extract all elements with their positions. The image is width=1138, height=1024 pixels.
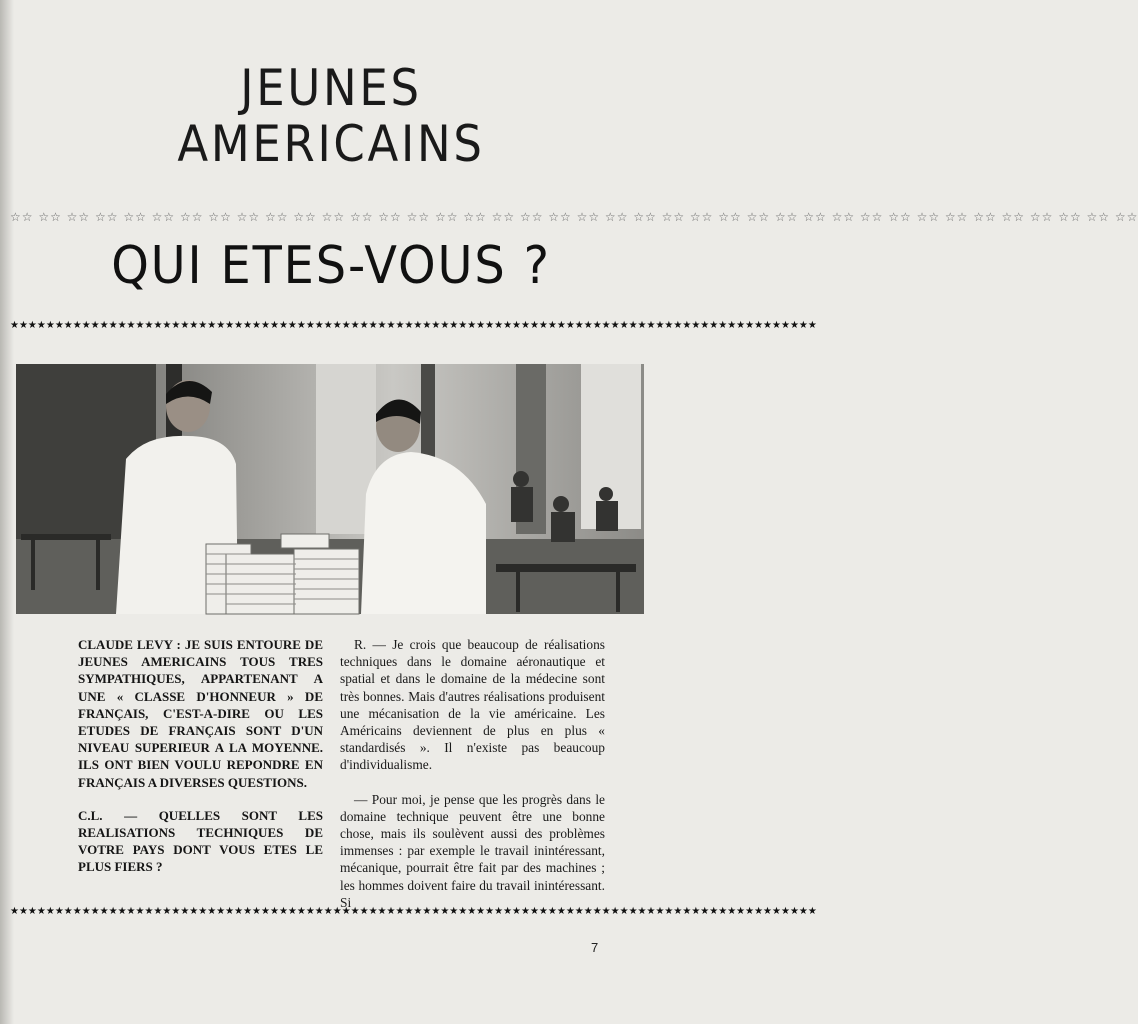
question-paragraph: C.L. — QUELLES SONT LES REALISATIONS TECHNIQUES DE VOTRE PAYS DONT VOUS ETES LE PLUS FIERS ? [78,807,323,875]
page-number: 7 [591,940,599,955]
page-title [0,60,662,172]
star-divider-top: ★★★★★★★★★★★★★★★★★★★★★★★★★★★★★★★★★★★★★★★★★★★★★★★★★★★★★★★★★★★★★★★★★★★★★★★★★★★★★★★★★★★★★★★★★★ [10,320,817,331]
answer-paragraph-1: R. — Je crois que beaucoup de réalisations techniques dans le domaine aéronautique et spatial et dans le domaine de la médecine sont très bonnes. Mais d'autres réalisations produisent une mécanisation de la vie américaine. Les Américains deviennent de plus en plus « standardisés ». Il n'existe pas beaucoup d'individualisme. [340,637,605,773]
title-line-2: AMERICAINS [177,115,485,173]
intro-paragraph: CLAUDE LEVY : JE SUIS ENTOURE DE JEUNES AMERICAINS TOUS TRES SYMPATHIQUES, APPARTENANT A UNE « CLASSE D'HONNEUR » DE FRANÇAIS, C'EST-A-DIRE OU LES ETUDES DE FRANÇAIS SONT D'UN NIVEAU SUPERIEUR A LA MOYENNE. ILS ONT BIEN VOULU REPONDRE EN FRANÇAIS A DIVERSES QUESTIONS. [78,637,323,790]
page-subtitle: QUI ETES-VOUS ? [111,236,551,296]
interview-answer-column [340,636,605,928]
answer-paragraph-2: — Pour moi, je pense que les progrès dans le domaine technique peuvent être une bonne chose, mais ils soulèvent aussi des problèmes immenses : par exemple le travail inintéressant, mécanique, pourrait être fait par des machines ; les hommes doivent faire du travail inintéressant. Si [340,791,605,910]
interview-intro-column [78,636,323,892]
star-divider-outline: ☆☆ ☆☆ ☆☆ ☆☆ ☆☆ ☆☆ ☆☆ ☆☆ ☆☆ ☆☆ ☆☆ ☆☆ ☆☆ ☆☆ ☆☆ ☆☆ ☆☆ ☆☆ ☆☆ ☆☆ ☆☆ ☆☆ ☆☆ ☆☆ ☆☆ ☆☆ ☆☆ ☆☆ ☆☆ ☆☆ ☆☆ ☆☆ ☆☆ ☆☆ ☆☆ ☆☆ ☆☆ ☆☆ ☆☆ ☆☆ [10,210,1138,224]
star-divider-bottom: ★★★★★★★★★★★★★★★★★★★★★★★★★★★★★★★★★★★★★★★★★★★★★★★★★★★★★★★★★★★★★★★★★★★★★★★★★★★★★★★★★★★★★★★★★★ [10,906,817,917]
title-line-1: JEUNES [240,59,422,117]
cafeteria-photo [16,364,644,614]
photo-icon [16,364,644,614]
